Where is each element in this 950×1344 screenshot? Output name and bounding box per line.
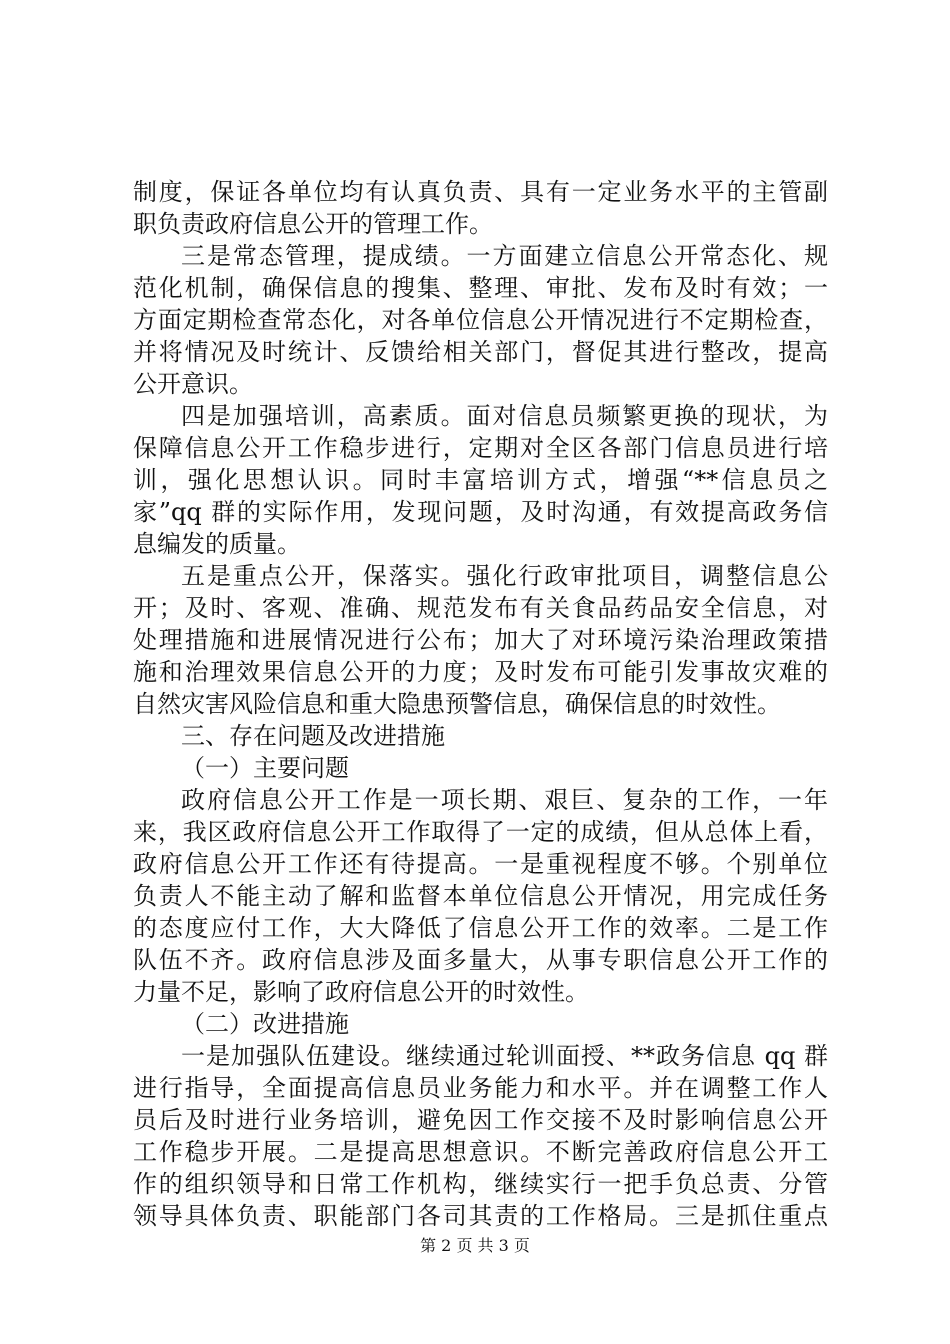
text-line: 的态度应付工作，大大降低了信息公开工作的效率。二是工作 <box>133 914 828 942</box>
text-line: 三是常态管理，提成绩。一方面建立信息公开常态化、规 <box>181 242 828 270</box>
text-line: 职负责政府信息公开的管理工作。 <box>133 210 493 238</box>
text-line: 领导具体负责、职能部门各司其责的工作格局。三是抓住重点 <box>133 1202 828 1230</box>
document-body <box>133 176 828 1232</box>
text-line: 进行指导，全面提高信息员业务能力和水平。并在调整工作人 <box>133 1074 828 1102</box>
text-line: 训，强化思想认识。同时丰富培训方式，增强“**信息员之 <box>133 466 828 494</box>
text-line: 方面定期检查常态化，对各单位信息公开情况进行不定期检查， <box>133 306 828 334</box>
text-line: 处理措施和进展情况进行公布；加大了对环境污染治理政策措 <box>133 626 828 654</box>
text-line: 负责人不能主动了解和监督本单位信息公开情况，用完成任务 <box>133 882 828 910</box>
text-line: 开；及时、客观、准确、规范发布有关食品药品安全信息，对 <box>133 594 828 622</box>
text-line: 四是加强培训，高素质。面对信息员频繁更换的现状，为 <box>181 402 828 430</box>
text-line: 作的组织领导和日常工作机构，继续实行一把手负总责、分管 <box>133 1170 828 1198</box>
text-line: 并将情况及时统计、反馈给相关部门，督促其进行整改，提高 <box>133 338 828 366</box>
text-line: （二）改进措施 <box>181 1010 349 1038</box>
text-line: 员后及时进行业务培训，避免因工作交接不及时影响信息公开 <box>133 1106 828 1134</box>
text-line: 家”qq 群的实际作用，发现问题，及时沟通，有效提高政务信 <box>133 498 828 526</box>
text-line: 五是重点公开，保落实。强化行政审批项目，调整信息公 <box>181 562 828 590</box>
text-line: 工作稳步开展。二是提高思想意识。不断完善政府信息公开工 <box>133 1138 828 1166</box>
text-line: 队伍不齐。政府信息涉及面多量大，从事专职信息公开工作的 <box>133 946 828 974</box>
text-line: 力量不足，影响了政府信息公开的时效性。 <box>133 978 589 1006</box>
text-line: 来，我区政府信息公开工作取得了一定的成绩，但从总体上看， <box>133 818 828 846</box>
text-line: 自然灾害风险信息和重大隐患预警信息，确保信息的时效性。 <box>133 690 781 718</box>
text-line: 范化机制，确保信息的搜集、整理、审批、发布及时有效；一 <box>133 274 828 302</box>
text-line: 政府信息公开工作是一项长期、艰巨、复杂的工作，一年 <box>181 786 828 814</box>
text-line: 一是加强队伍建设。继续通过轮训面授、**政务信息 qq 群 <box>181 1042 828 1070</box>
page-footer: 第 2 页 共 3 页 <box>420 1236 530 1255</box>
text-line: 施和治理效果信息公开的力度；及时发布可能引发事故灾难的 <box>133 658 828 686</box>
text-line: （一）主要问题 <box>181 754 349 782</box>
text-line: 保障信息公开工作稳步进行，定期对全区各部门信息员进行培 <box>133 434 828 462</box>
text-line: 政府信息公开工作还有待提高。一是重视程度不够。个别单位 <box>133 850 828 878</box>
text-line: 制度，保证各单位均有认真负责、具有一定业务水平的主管副 <box>133 178 828 206</box>
text-line: 三、存在问题及改进措施 <box>181 722 445 750</box>
text-line: 公开意识。 <box>133 370 253 398</box>
text-line: 息编发的质量。 <box>133 530 301 558</box>
